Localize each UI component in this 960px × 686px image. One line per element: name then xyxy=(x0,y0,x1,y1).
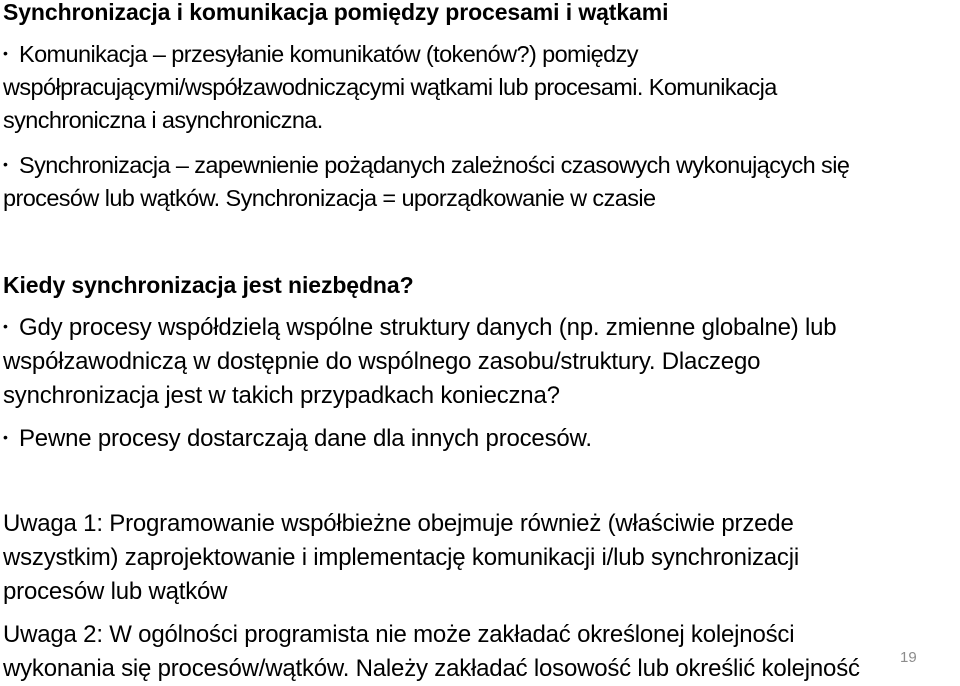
bullet-2-line-1: • Synchronizacja – zapewnienie pożądanych zależności czasowych wykonujących się xyxy=(3,148,849,184)
bullet-4-line-1: • Pewne procesy dostarczają dane dla innych procesów. xyxy=(3,422,592,457)
bullet-3-line-3: synchronizacja jest w takich przypadkach konieczna? xyxy=(3,382,560,409)
page-number: 19 xyxy=(900,649,917,666)
bullet-3-line-1: • Gdy procesy współdzielą wspólne struktury danych (np. zmienne globalne) lub xyxy=(3,311,836,346)
note-2-line-1: Uwaga 2: W ogólności programista nie może zakładać określonej kolejności xyxy=(3,621,795,648)
bullet-marker: • xyxy=(3,44,8,61)
bullet-marker: • xyxy=(3,317,8,334)
bullet-marker: • xyxy=(3,155,8,172)
bullet-3-line-2: współzawodniczą w dostępnie do wspólnego zasobu/struktury. Dlaczego xyxy=(3,348,761,375)
bullet-1-line-2: współpracującymi/współzawodniczącymi wątkami lub procesami. Komunikacja xyxy=(3,74,777,100)
note-2-line-2: wykonania się procesów/wątków. Należy zakładać losowość lub określić kolejność xyxy=(3,655,860,682)
bullet-2-line-2: procesów lub wątków. Synchronizacja = uporządkowanie w czasie xyxy=(3,185,656,211)
bullet-1-line-1: • Komunikacja – przesyłanie komunikatów (tokenów?) pomiędzy xyxy=(3,37,638,73)
page-title: Synchronizacja i komunikacja pomiędzy procesami i wątkami xyxy=(3,0,669,25)
note-1-line-3: procesów lub wątków xyxy=(3,578,228,605)
bullet-marker: • xyxy=(3,428,8,445)
note-1-line-1: Uwaga 1: Programowanie współbieżne obejmuje również (właściwie przede xyxy=(3,510,794,537)
section-heading: Kiedy synchronizacja jest niezbędna? xyxy=(3,272,414,298)
bullet-1-line-3: synchroniczna i asynchroniczna. xyxy=(3,107,323,133)
note-1-line-2: wszystkim) zaprojektowanie i implementację komunikacji i/lub synchronizacji xyxy=(3,544,799,571)
